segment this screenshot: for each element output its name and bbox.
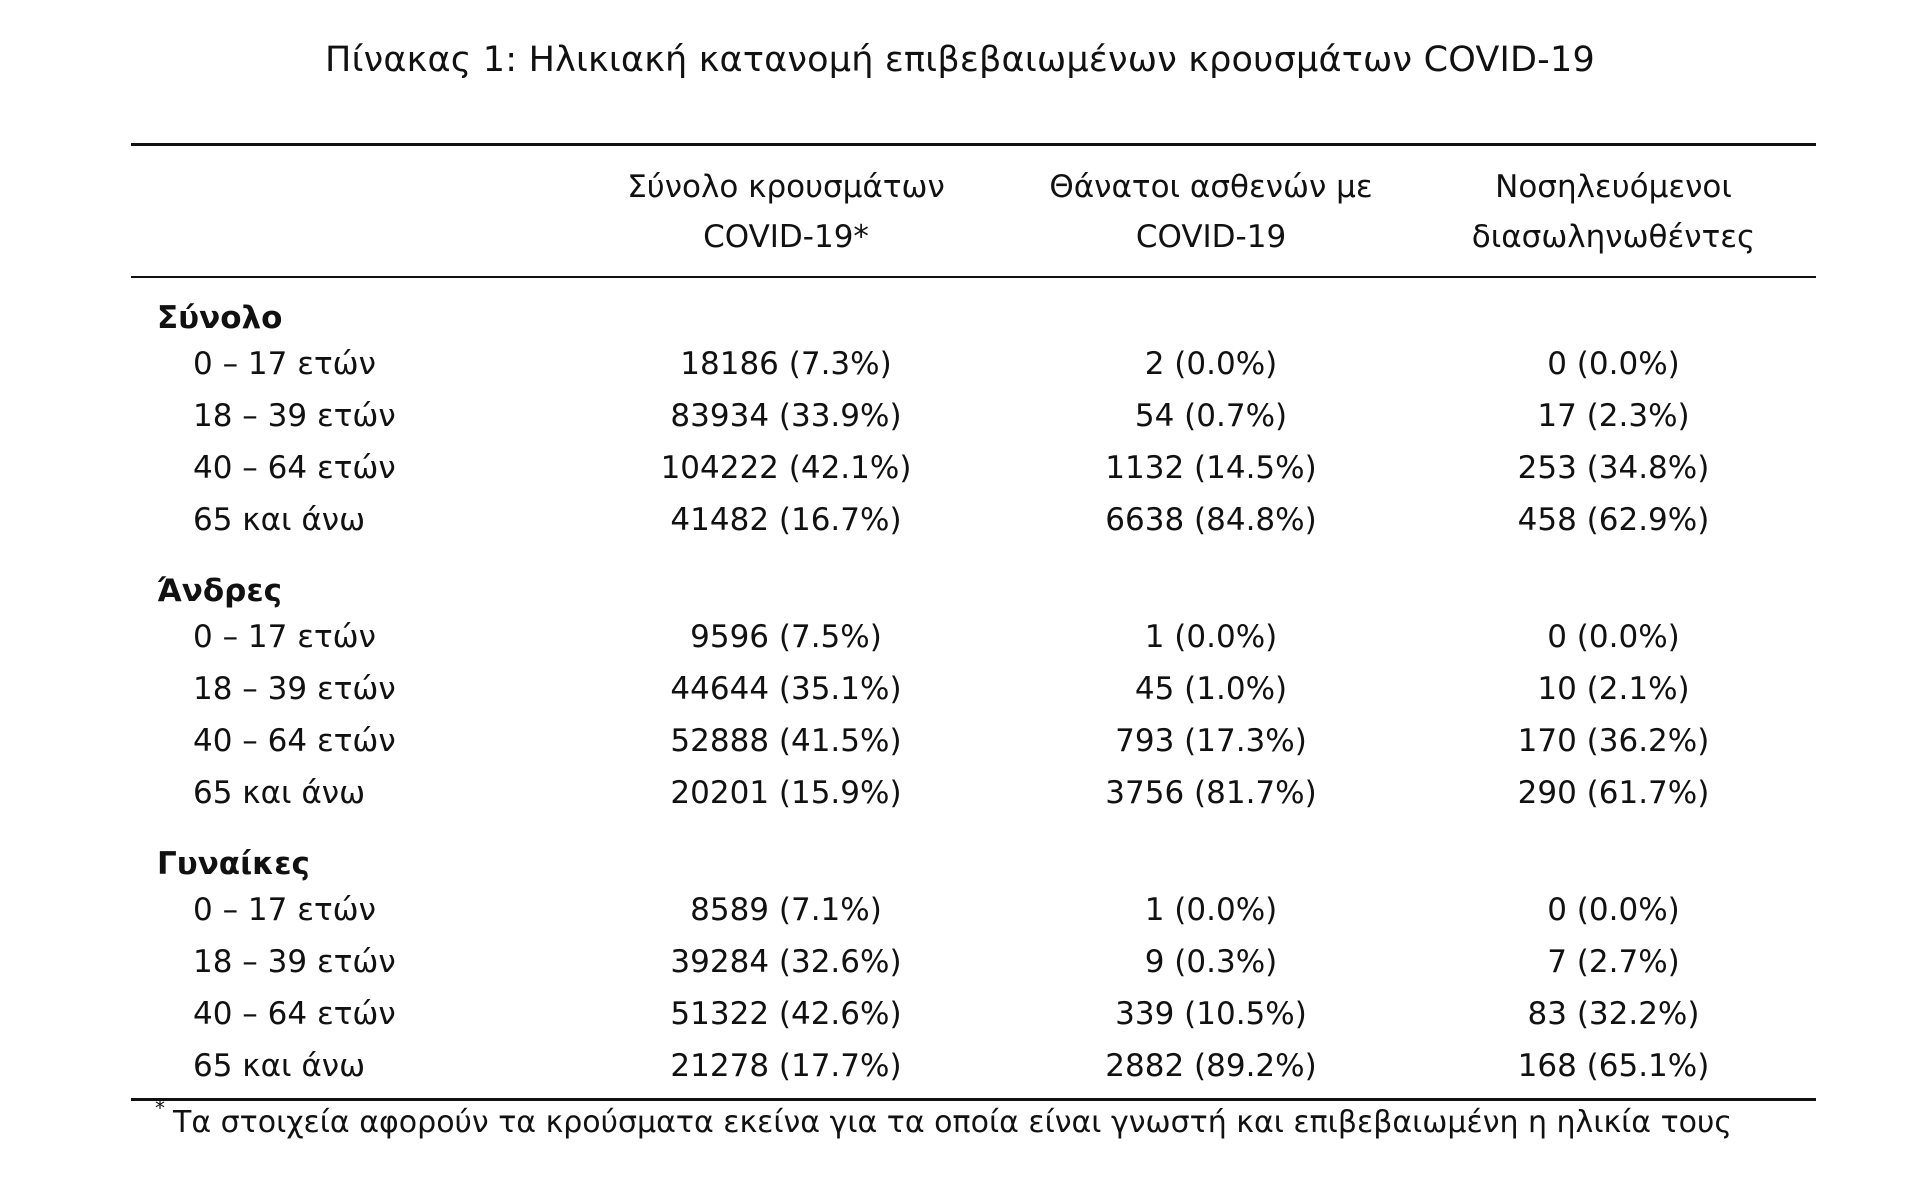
cases-cell: 104222 (42.1%) (660, 450, 912, 486)
cases-cell: 44644 (35.1%) (670, 671, 902, 707)
age-label: 0 – 17 ετών (193, 619, 376, 655)
age-label: 65 και άνω (193, 775, 366, 811)
deaths-cell: 45 (1.0%) (1134, 671, 1288, 707)
intubated-cell: 0 (0.0%) (1547, 619, 1680, 655)
table-row (131, 663, 1816, 715)
group-row-men (131, 546, 1816, 611)
intubated-cell: 0 (0.0%) (1547, 346, 1680, 382)
cases-cell: 52888 (41.5%) (670, 723, 902, 759)
header-intubated-line1: Νοσηλευόμενοι (1495, 169, 1732, 205)
intubated-cell: 168 (65.1%) (1411, 1040, 1816, 1100)
age-label: 40 – 64 ετών (193, 450, 396, 486)
header-intubated (1411, 145, 1816, 278)
deaths-cell: 3756 (81.7%) (1105, 775, 1317, 811)
cases-cell: 83934 (33.9%) (670, 398, 902, 434)
table-title: Πίνακας 1: Ηλικιακή κατανομή επιβεβαιωμένων κρουσμάτων COVID-19 (325, 40, 1595, 80)
age-label: 40 – 64 ετών (193, 996, 396, 1032)
age-label: 18 – 39 ετών (193, 398, 396, 434)
deaths-cell: 2 (0.0%) (1144, 346, 1278, 382)
deaths-cell: 339 (10.5%) (1115, 996, 1307, 1032)
header-total-cases-line1: Σύνολο κρουσμάτων (627, 169, 945, 205)
intubated-cell: 458 (62.9%) (1517, 502, 1710, 538)
header-intubated-line2: διασωληνωθέντες (1471, 219, 1756, 255)
header-total-cases (561, 145, 1011, 278)
age-distribution-table-container (131, 143, 1816, 1101)
intubated-cell: 10 (2.1%) (1537, 671, 1690, 707)
header-deaths-line2: COVID-19 (1135, 219, 1287, 255)
footnote (155, 1096, 1732, 1140)
cases-cell: 8589 (7.1%) (690, 892, 882, 928)
age-label: 18 – 39 ετών (193, 671, 396, 707)
table-row (131, 390, 1816, 442)
age-label: 18 – 39 ετών (193, 944, 396, 980)
age-label: 0 – 17 ετών (193, 346, 376, 382)
cases-cell: 51322 (42.6%) (670, 996, 902, 1032)
intubated-cell: 290 (61.7%) (1517, 775, 1710, 811)
age-label: 0 – 17 ετών (193, 892, 376, 928)
table-row (131, 767, 1816, 819)
table-row (131, 988, 1816, 1040)
deaths-cell: 1 (0.0%) (1144, 892, 1278, 928)
table-row (131, 442, 1816, 494)
cases-cell: 21278 (17.7%) (561, 1040, 1011, 1100)
cases-cell: 9596 (7.5%) (690, 619, 882, 655)
table-row (131, 611, 1816, 663)
deaths-cell: 9 (0.3%) (1144, 944, 1278, 980)
intubated-cell: 7 (2.7%) (1547, 944, 1680, 980)
group-row-women (131, 819, 1816, 884)
table-row (131, 1040, 1816, 1100)
deaths-cell: 793 (17.3%) (1115, 723, 1307, 759)
cases-cell: 18186 (7.3%) (680, 346, 892, 382)
age-label: 65 και άνω (131, 1040, 561, 1100)
header-deaths-line1: Θάνατοι ασθενών με (1049, 169, 1373, 205)
age-distribution-table (131, 143, 1816, 1101)
cases-cell: 41482 (16.7%) (670, 502, 902, 538)
deaths-cell: 2882 (89.2%) (1011, 1040, 1411, 1100)
table-row (131, 715, 1816, 767)
intubated-cell: 170 (36.2%) (1517, 723, 1710, 759)
age-label: 65 και άνω (193, 502, 366, 538)
header-empty-cell (131, 145, 561, 278)
table-body (131, 277, 1816, 1100)
table-row (131, 338, 1816, 390)
header-total-cases-line2: COVID-19* (703, 219, 869, 255)
table-row (131, 494, 1816, 546)
footnote-marker: * (155, 1096, 165, 1120)
table-header (131, 145, 1816, 278)
table-row (131, 936, 1816, 988)
age-label: 40 – 64 ετών (193, 723, 396, 759)
header-row (131, 145, 1816, 278)
group-label: Σύνολο (157, 300, 283, 336)
table-row (131, 884, 1816, 936)
intubated-cell: 0 (0.0%) (1547, 892, 1680, 928)
deaths-cell: 54 (0.7%) (1134, 398, 1288, 434)
cases-cell: 39284 (32.6%) (670, 944, 902, 980)
intubated-cell: 253 (34.8%) (1517, 450, 1710, 486)
intubated-cell: 17 (2.3%) (1537, 398, 1690, 434)
deaths-cell: 1132 (14.5%) (1105, 450, 1317, 486)
group-row-total (131, 277, 1816, 338)
group-label: Γυναίκες (157, 846, 310, 882)
footnote-text: Τα στοιχεία αφορούν τα κρούσματα εκείνα για τα οποία είναι γνωστή και επιβεβαιωμένη η ηλικία τους (173, 1105, 1732, 1140)
cases-cell: 20201 (15.9%) (670, 775, 902, 811)
deaths-cell: 1 (0.0%) (1144, 619, 1278, 655)
header-deaths (1011, 145, 1411, 278)
group-label: Άνδρες (157, 573, 282, 609)
intubated-cell: 83 (32.2%) (1527, 996, 1700, 1032)
deaths-cell: 6638 (84.8%) (1105, 502, 1317, 538)
